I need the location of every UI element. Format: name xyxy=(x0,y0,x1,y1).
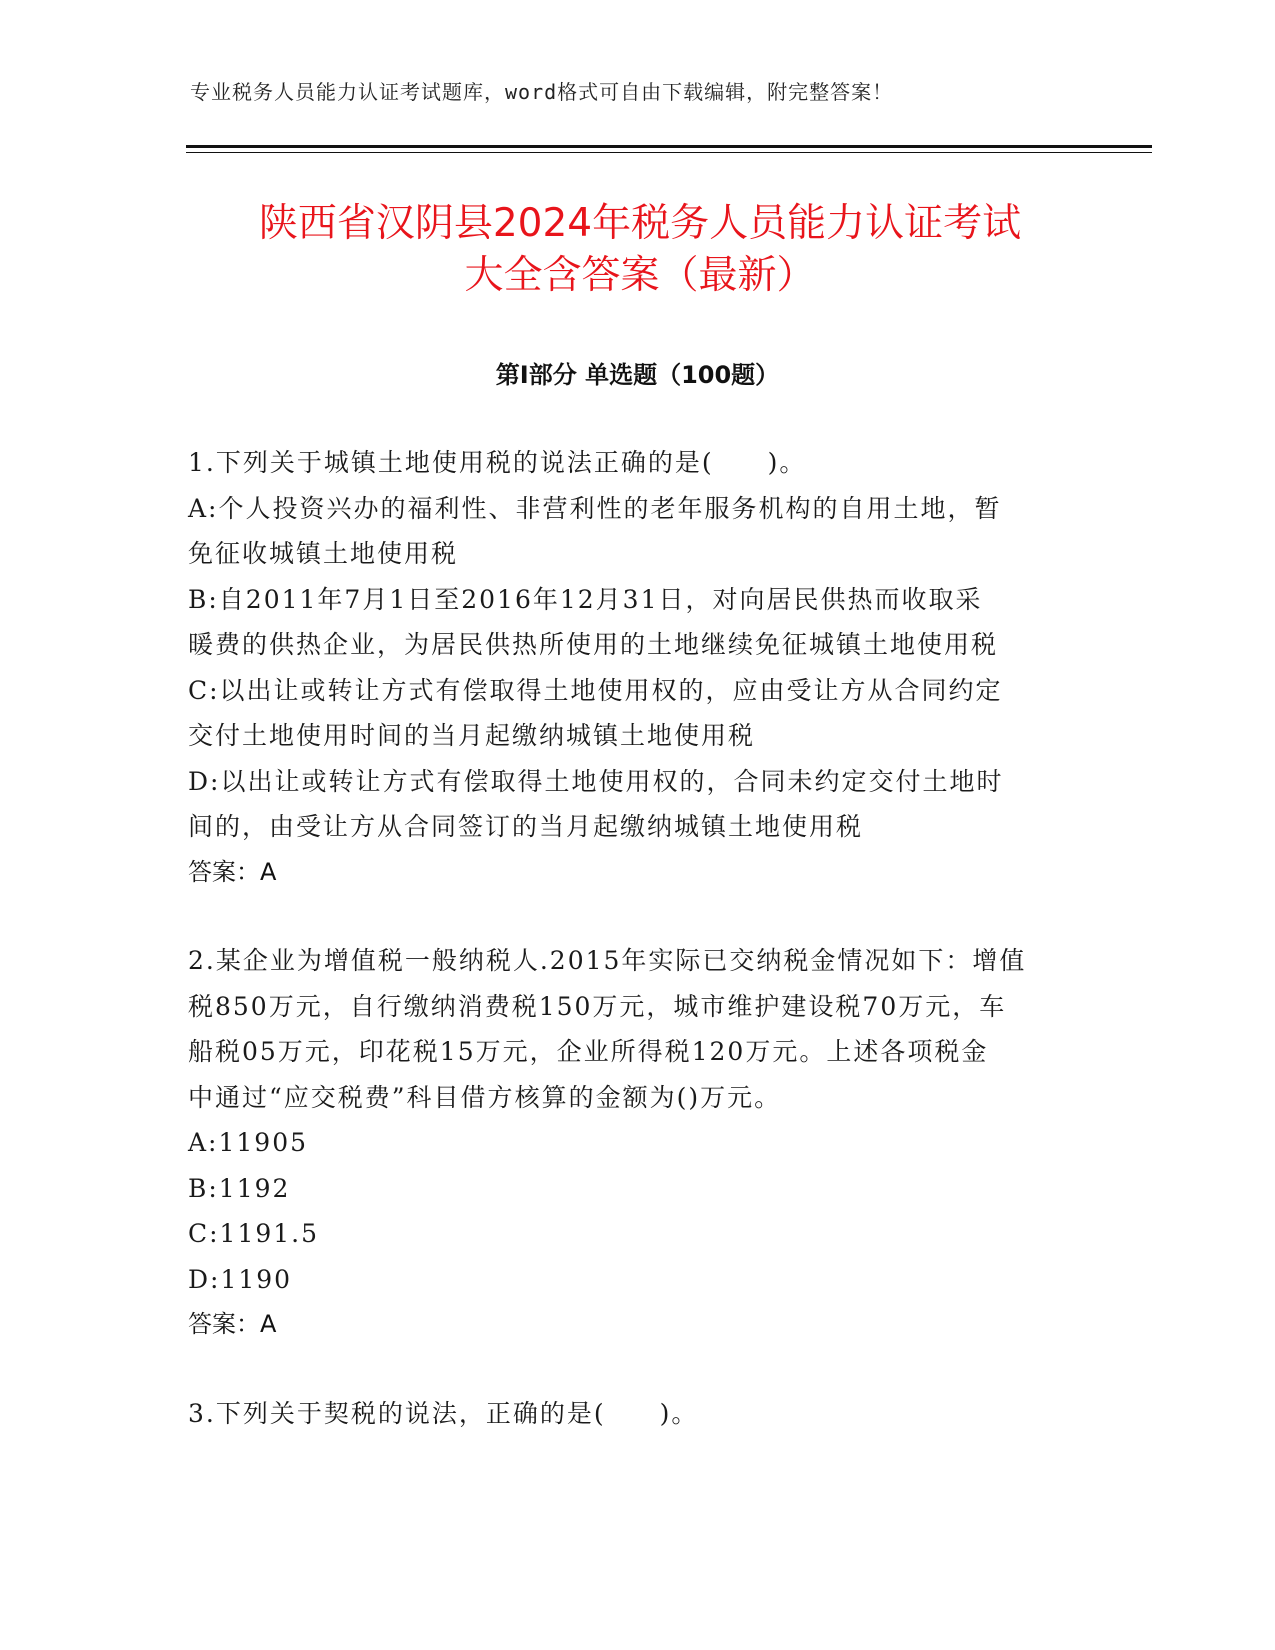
answer-line: 答案：A xyxy=(188,1310,277,1338)
option-line: B:自2011年7月1日至2016年12月31日，对向居民供热而收取采 xyxy=(188,584,983,614)
question-stem-line: 中通过“应交税费”科目借方核算的金额为()万元。 xyxy=(188,1082,782,1112)
answer-line: 答案：A xyxy=(188,857,277,886)
question-stem-line: 1.下列关于城镇土地使用税的说法正确的是( )。 xyxy=(188,448,807,477)
option-line: A:个人投资兴办的福利性、非营利性的老年服务机构的自用土地，暂 xyxy=(188,493,1002,523)
option-line: C:1191.5 xyxy=(188,1219,320,1248)
question-stem-line: 2.某企业为增值税一般纳税人.2015年实际已交纳税金情况如下：增值 xyxy=(188,946,1027,975)
title-line-2: 大全含答案（最新） xyxy=(464,253,816,298)
option-line: 交付土地使用时间的当月起缴纳城镇土地使用税 xyxy=(188,721,756,750)
option-line: 暖费的供热企业，为居民供热所使用的土地继续免征城镇土地使用税 xyxy=(188,630,999,659)
question-3 xyxy=(188,1391,1078,1437)
option-line: 免征收城镇土地使用税 xyxy=(188,539,459,568)
question-1 xyxy=(188,440,1078,895)
question-2 xyxy=(188,938,1078,1348)
question-list xyxy=(188,440,1078,1479)
option-line: A:11905 xyxy=(188,1128,309,1157)
option-line: D:1190 xyxy=(188,1264,293,1294)
option-line: 间的，由受让方从合同签订的当月起缴纳城镇土地使用税 xyxy=(188,812,864,841)
question-stem-line: 税850万元，自行缴纳消费税150万元，城市维护建设税70万元，车 xyxy=(188,991,1007,1021)
option-line: B:1192 xyxy=(188,1173,291,1203)
question-stem-line: 船税05万元，印花税15万元，企业所得税120万元。上述各项税金 xyxy=(188,1037,989,1066)
title-line-1: 陕西省汉阴县2024年税务人员能力认证考试 xyxy=(258,201,1022,246)
section-heading: 第I部分 单选题（100题） xyxy=(495,361,780,389)
question-stem-line: 3.下列关于契税的说法，正确的是( )。 xyxy=(188,1398,699,1428)
header-rule-thin xyxy=(186,152,1152,153)
option-line: C:以出让或转让方式有偿取得土地使用权的，应由受让方从合同约定 xyxy=(188,675,1003,705)
document-title xyxy=(180,198,1100,302)
header-note: 专业税务人员能力认证考试题库，word格式可自由下载编辑，附完整答案！ xyxy=(190,80,894,104)
option-line: D:以出让或转让方式有偿取得土地使用权的，合同未约定交付土地时 xyxy=(188,766,1004,796)
header-rule-thick xyxy=(186,145,1152,148)
